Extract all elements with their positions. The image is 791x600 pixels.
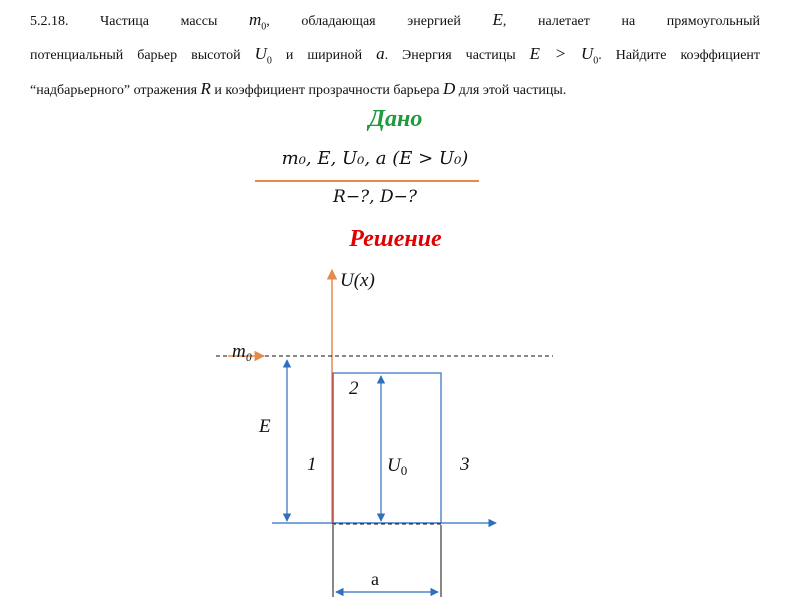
problem-text: “надбарьерного” отражения [30, 82, 198, 98]
problem-number: 5.2.18. [30, 14, 69, 29]
energy-label: E [259, 416, 271, 437]
height-symbol: $U_0$ [254, 44, 272, 67]
problem-text: . Энергия частицы [384, 48, 516, 64]
condition-formula: $E > U_0$ [529, 44, 599, 67]
region-3-label: 3 [460, 454, 470, 475]
given-values: m₀, E, U₀, a (E > U₀) [281, 148, 469, 169]
region-2-label: 2 [349, 378, 359, 399]
energy-symbol: E [492, 10, 503, 29]
reflection-symbol: R [200, 78, 211, 98]
problem-text: для этой частицы. [458, 82, 567, 98]
axis-label: U(x) [340, 270, 375, 291]
width-label: a [371, 569, 379, 589]
problem-text: и шириной [285, 48, 363, 64]
solution-heading: Решение [349, 226, 442, 252]
problem-text: , обладающая энергией [266, 14, 461, 29]
find-values: R−?, D−? [333, 187, 417, 207]
problem-text: потенциальный барьер высотой [30, 48, 241, 64]
height-label: $U_0$ [387, 455, 408, 478]
particle-label: m₀ [232, 341, 253, 362]
mass-symbol: $m_0$ [249, 10, 267, 33]
transmission-symbol: D [443, 78, 456, 98]
region-1-label: 1 [307, 454, 317, 475]
problem-text: . Найдите коэффициент [598, 48, 761, 64]
problem-text: Частица массы [100, 14, 218, 29]
width-symbol: a [376, 44, 385, 64]
problem-text: , налетает на прямоугольный [502, 14, 761, 29]
given-heading: Дано [368, 106, 423, 132]
problem-text: и коэффициент прозрачности барьера [214, 82, 440, 98]
